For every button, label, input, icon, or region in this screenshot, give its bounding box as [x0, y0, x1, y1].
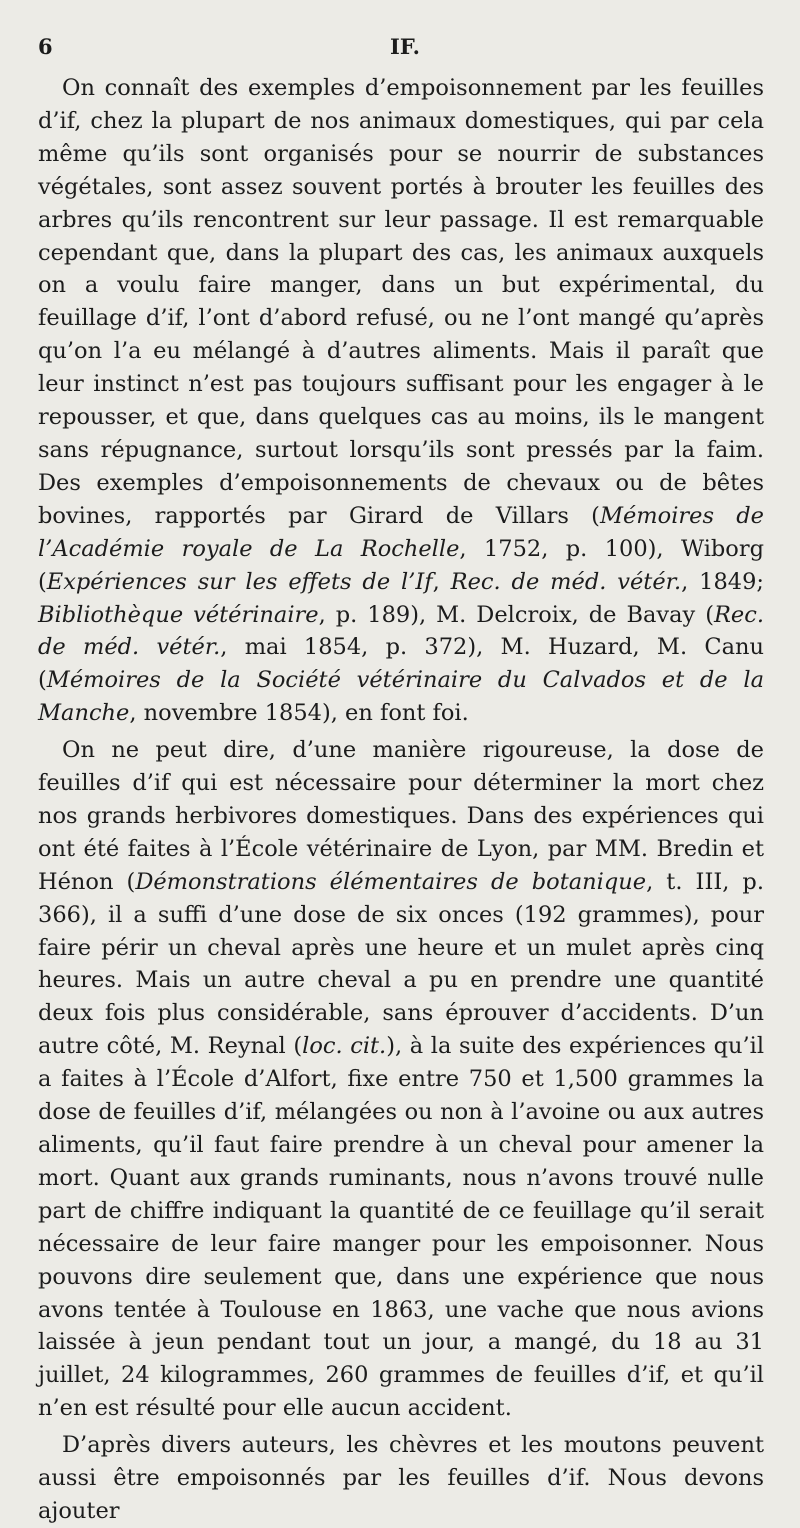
- italic-citation: Rec. de méd. vétér.: [450, 568, 682, 595]
- text-run: , 1849;: [681, 568, 764, 595]
- paragraph: [38, 734, 764, 1425]
- text-run: ), à la suite des expériences qu’il a faites à l’École d’Alfort, fixe entre 750 et 1,500 grammes la dose de feuilles d’if, mélangées ou non à l’avoine ou aux autres aliments, qu’il faut faire prendre à un cheval pour amener la mort. Quant aux grands ruminants, nous n’avons trouvé nulle part de chiffre indiquant la quantité de ce feuillage qu’il serait nécessaire de leur faire manger pour les empoisonner. Nous pouvons dire seulement que, dans une expérience que nous avons tentée à Toulouse en 1863, une vache que nous avions laissée à jeun pendant tout un jour, a mangé, du 18 au 31 juillet, 24 kilogrammes, 260 grammes de feuilles d’if, et qu’il n’en est résulté pour elle aucun accident.: [38, 1033, 765, 1422]
- italic-citation: Mémoires de la Société vétérinaire du Calvados et de la Manche: [38, 667, 764, 727]
- text-run: On ne peut dire, d’une manière rigoureuse, la dose de feuilles d’if qui est nécessaire pour déterminer la mort chez nos grands herbivores domestiques. Dans des expériences qui ont été faites à l’École vétérinaire de Lyon, par MM. Bredin et Hénon (: [38, 737, 764, 895]
- italic-citation: Bibliothèque vétérinaire: [38, 601, 319, 628]
- text-run: ,: [432, 568, 451, 595]
- text-run: D’après divers auteurs, les chèvres et les moutons peuvent aussi être empoisonnés par les feuilles d’if. Nous devons ajouter: [38, 1432, 764, 1524]
- paragraph: [38, 72, 764, 730]
- text-run: , mai 1854, p. 372), M. Huzard, M. Canu (: [38, 634, 764, 694]
- text-run: , novembre 1854), en font foi.: [129, 700, 469, 727]
- page-number: 6: [38, 34, 53, 59]
- text-run: , 1752, p. 100), Wiborg (: [38, 535, 765, 595]
- italic-citation: Démonstrations élémentaires de botanique: [135, 868, 647, 895]
- text-run: , p. 189), M. Delcroix, de Bavay (: [318, 601, 714, 628]
- italic-citation: Expériences sur les effets de l’If: [46, 568, 433, 595]
- text-run: On connaît des exemples d’empoisonnement par les feuilles d’if, chez la plupart de nos animaux domestiques, qui par cela même qu’ils sont organisés pour se nourrir de substances végétales, sont assez souvent portés à brouter les feuilles des arbres qu’ils rencontrent sur leur passage. Il est remarquable cependant que, dans la plupart des cas, les animaux auxquels on a voulu faire manger, dans un but expérimental, du feuillage d’if, l’ont d’abord refusé, ou ne l’ont mangé qu’après qu’on l’a eu mélangé à d’autres aliments. Mais il paraît que leur instinct n’est pas toujours suffisant pour les engager à le repousser, et que, dans quelques cas au moins, ils le mangent sans répugnance, surtout lorsqu’ils sont pressés par la faim. Des exemples d’empoisonnements de chevaux ou de bêtes bovines, rapportés par Girard de Villars (: [38, 75, 764, 529]
- text-run: , t. III, p. 366), il a suffi d’une dose de six onces (192 grammes), pour faire périr un cheval après une heure et un mulet après cinq heures. Mais un autre cheval a pu en prendre une quantité deux fois plus considérable, sans éprouver d’accidents. D’un autre côté, M. Reynal (: [38, 868, 764, 1060]
- page-header: [38, 34, 764, 72]
- paragraph: [38, 1429, 764, 1528]
- italic-citation: Rec. de méd. vétér.: [38, 601, 764, 661]
- italic-citation: Mémoires de l’Académie royale de La Rochelle: [38, 502, 765, 562]
- body-text: [38, 72, 764, 1528]
- running-title: IF.: [390, 34, 420, 59]
- italic-citation: loc. cit.: [302, 1033, 387, 1060]
